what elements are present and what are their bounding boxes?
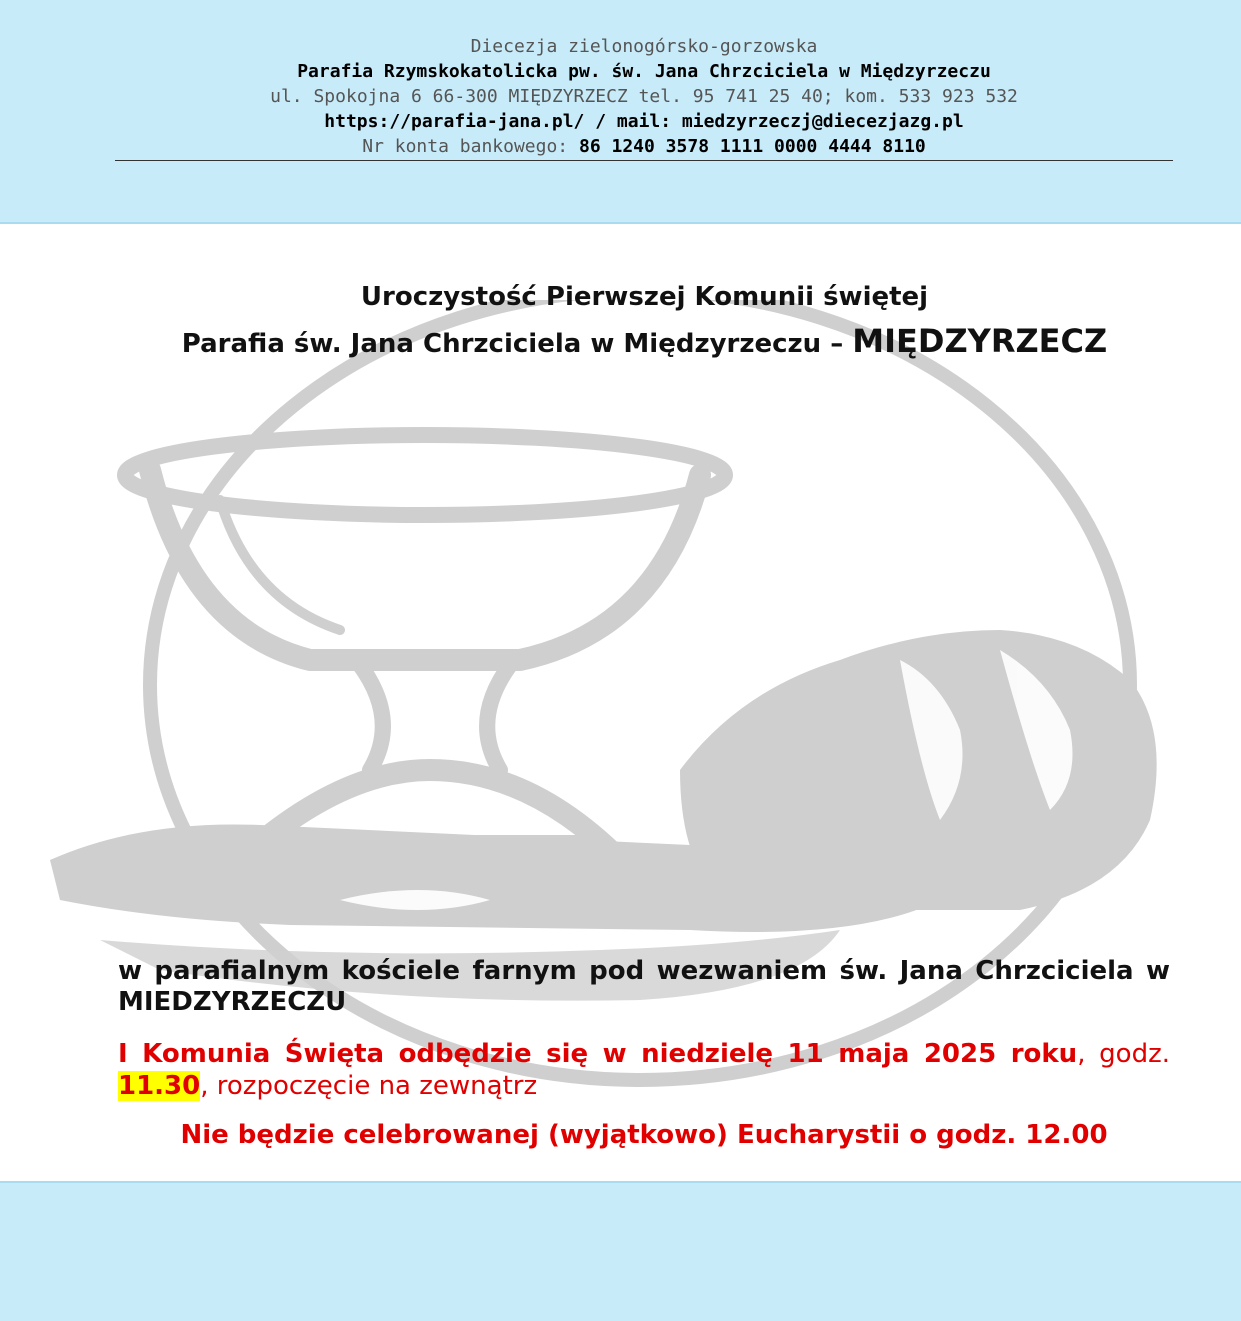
diocese-line: Diecezja zielonogórsko-gorzowska — [470, 36, 818, 57]
communion-date: I Komunia Święta odbędzie się w niedzielę 11 maja 2025 roku — [118, 1039, 1078, 1069]
event-heading — [100, 280, 1189, 361]
church-location: w parafialnym kościele farnym pod wezwaniem św. Jana Chrzciciela w MIEDZYRZECZU — [118, 956, 1170, 1017]
parish-name-line: Parafia Rzymskokatolicka pw. św. Jana Chrzciciela w Międzyrzeczu — [297, 61, 991, 82]
letterhead — [115, 34, 1173, 159]
footer-band — [0, 1181, 1241, 1321]
bank-account-line — [115, 134, 1173, 159]
event-title: Uroczystość Pierwszej Komunii świętej — [360, 282, 929, 312]
parish-heading — [100, 324, 1189, 361]
parish-heading-text: Parafia św. Jana Chrzciciela w Międzyrzeczu – — [181, 329, 853, 359]
mass-cancel-notice: Nie będzie celebrowanej (wyjątkowo) Eucharystii o godz. 12.00 — [180, 1120, 1108, 1150]
communion-announcement — [118, 1038, 1170, 1102]
web-mail-line: https://parafia-jana.pl/ / mail: miedzyrzeczj@diecezjazg.pl — [324, 111, 964, 132]
city-name: MIĘDZYRZECZ — [852, 322, 1108, 360]
communion-time: 11.30 — [118, 1071, 201, 1101]
communion-note: , rozpoczęcie na zewnątrz — [200, 1071, 538, 1101]
address-line: ul. Spokojna 6 66-300 MIĘDZYRZECZ tel. 95 741 25 40; kom. 533 923 532 — [270, 86, 1018, 107]
communion-time-prefix: , godz. — [1077, 1039, 1170, 1069]
bank-account-number: 86 1240 3578 1111 0000 4444 8110 — [578, 136, 926, 157]
letterhead-divider — [115, 160, 1173, 161]
bank-account-label: Nr konta bankowego: — [362, 136, 579, 157]
announcement-body — [118, 956, 1170, 1152]
